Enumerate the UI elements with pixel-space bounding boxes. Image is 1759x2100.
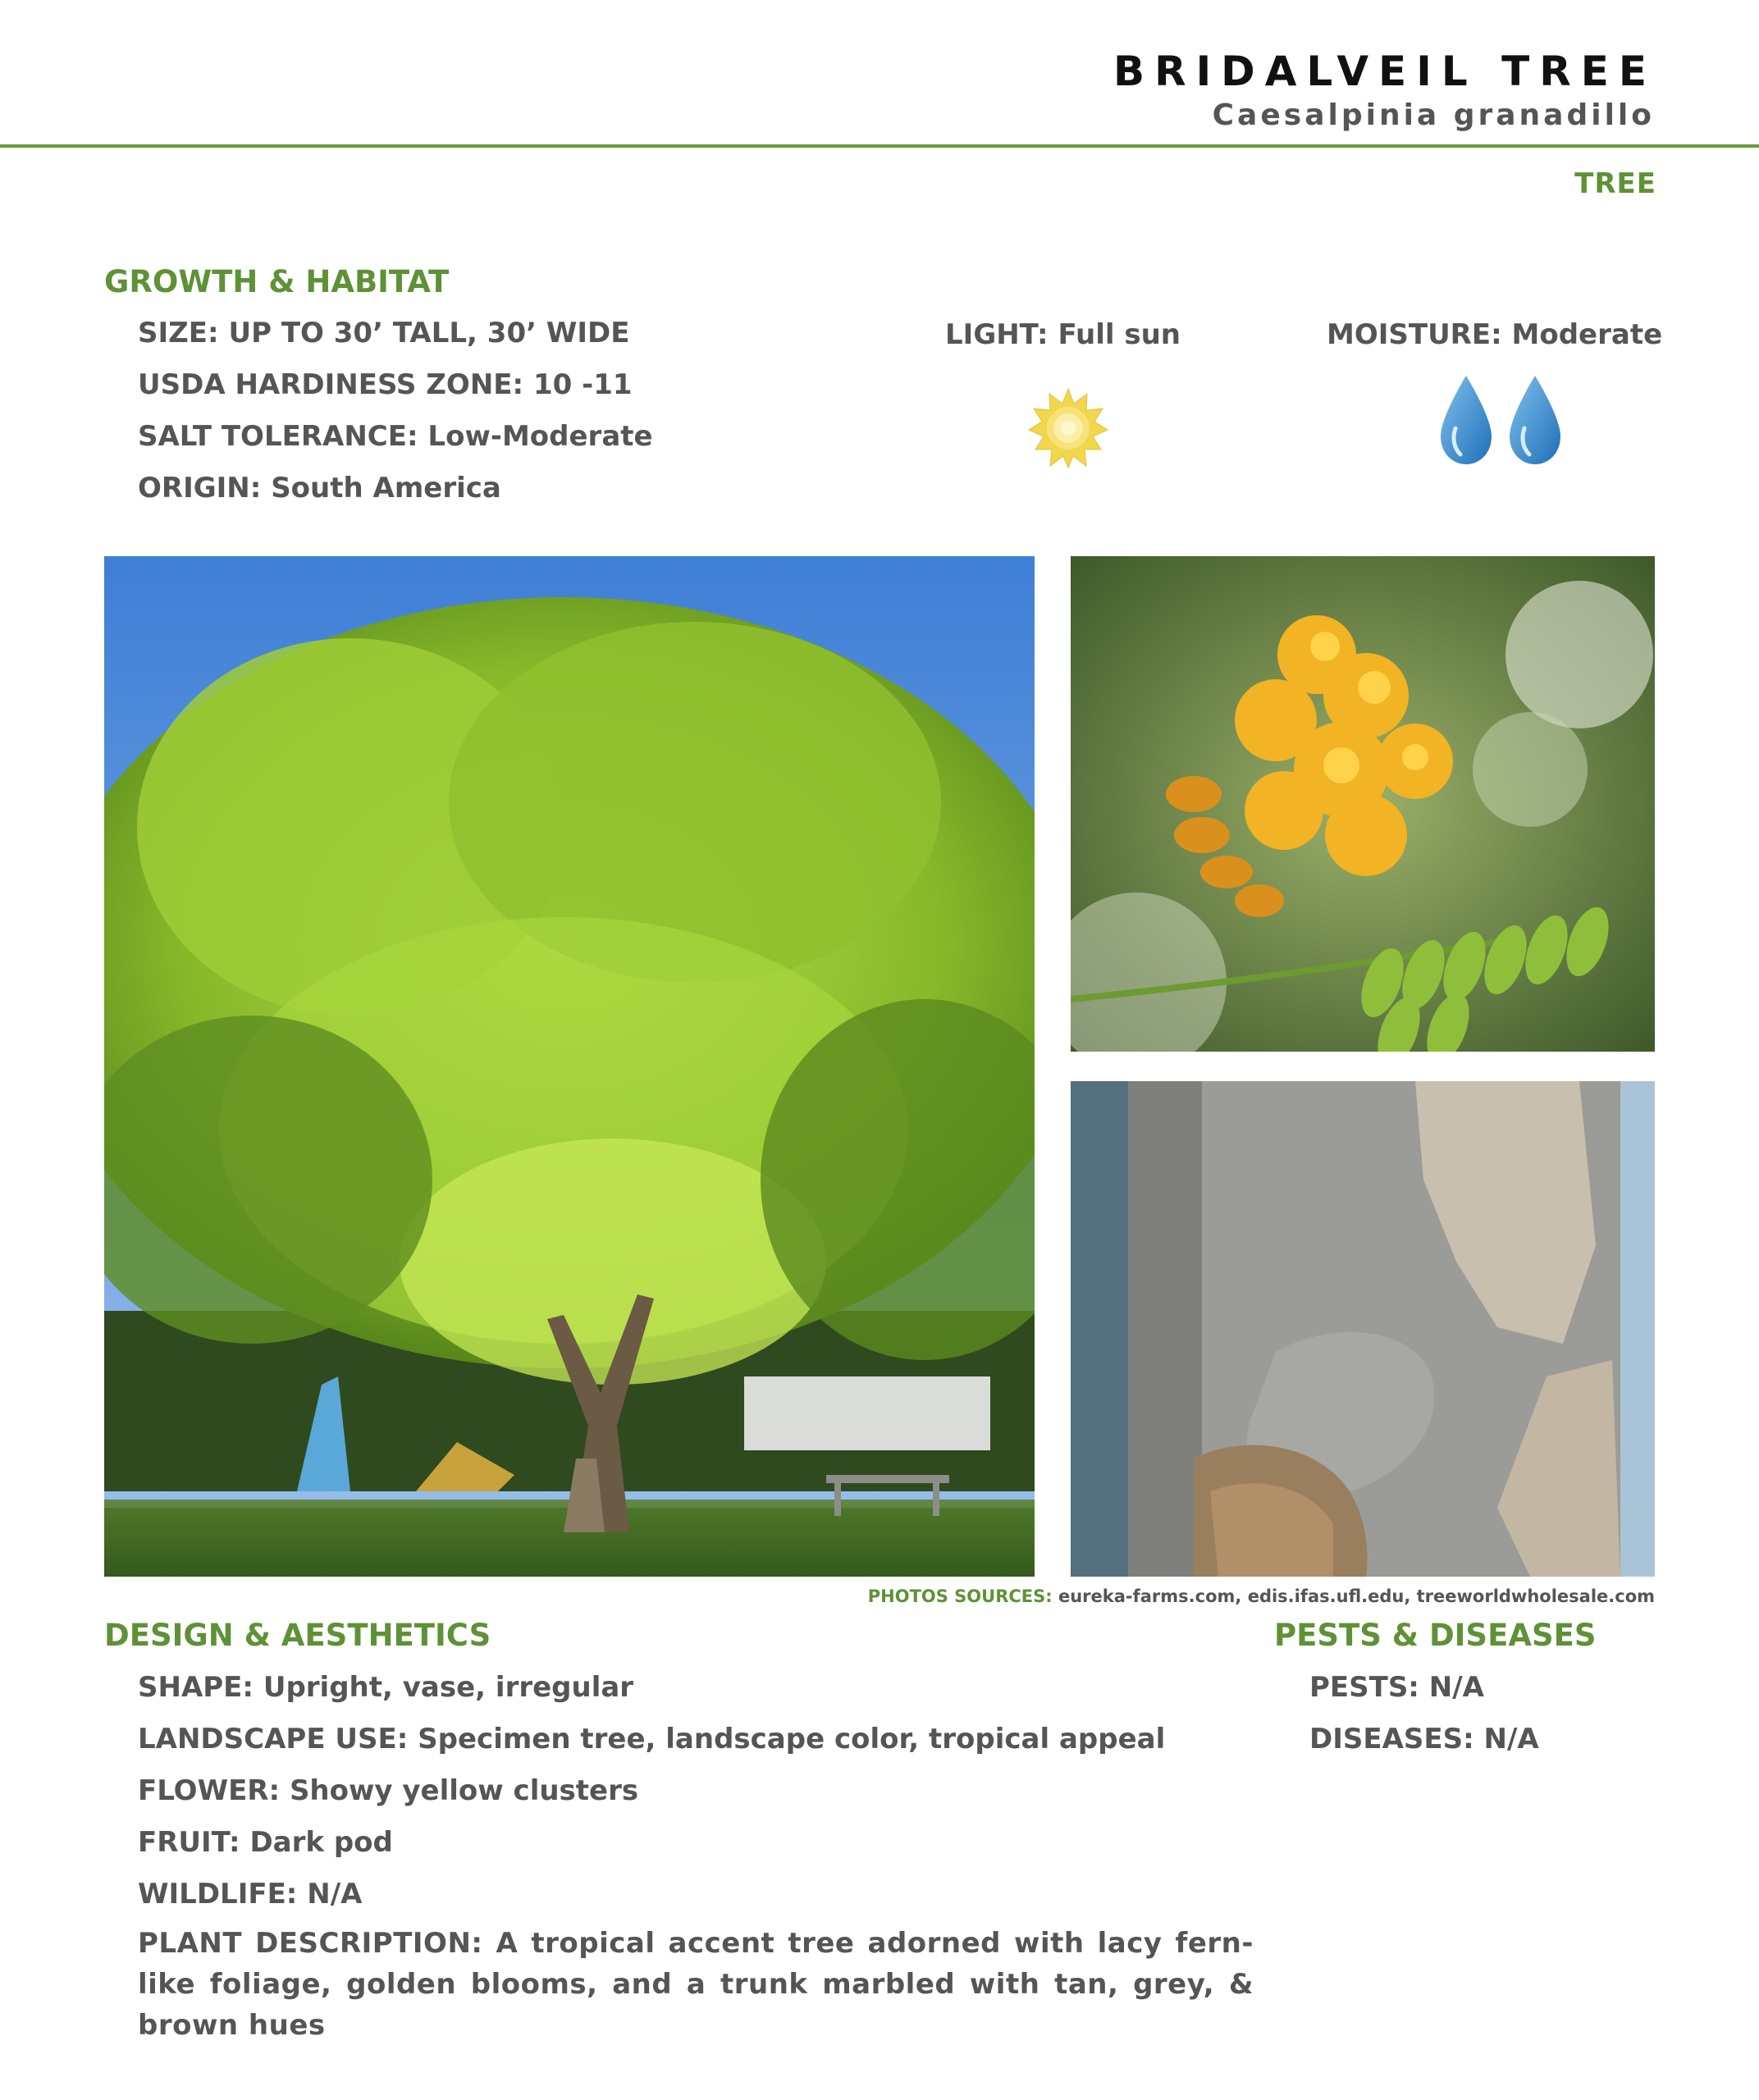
salt-tolerance-value: Low-Moderate: [427, 420, 653, 453]
shape-value: Upright, vase, irregular: [263, 1671, 634, 1704]
photo-credits-value: eureka-farms.com, edis.ifas.ufl.edu, treeworldwholesale.com: [1058, 1586, 1655, 1606]
size-value: UP TO 30’ TALL, 30’ WIDE: [228, 317, 630, 349]
landscape-use-line: [138, 1723, 1165, 1755]
shape-line: [138, 1671, 633, 1704]
tree-photo: [104, 556, 1035, 1577]
pests-diseases-heading: PESTS & DISEASES: [1274, 1618, 1597, 1653]
fruit-line: [138, 1826, 393, 1859]
flower-label: FLOWER:: [138, 1774, 281, 1807]
pests-label: PESTS:: [1309, 1671, 1419, 1704]
salt-tolerance-line: [138, 420, 653, 453]
hardiness-zone-line: [138, 368, 633, 401]
water-drop-icon: [1437, 374, 1495, 466]
common-name-title: BRIDALVEIL TREE: [1113, 48, 1656, 95]
flower-photo: [1071, 556, 1655, 1052]
moisture-value: Moderate: [1511, 318, 1663, 351]
moisture-line: [1327, 318, 1662, 351]
category-label: TREE: [1574, 167, 1656, 200]
shape-label: SHAPE:: [138, 1671, 254, 1704]
origin-label: ORIGIN:: [138, 472, 262, 504]
photo-credits: [868, 1586, 1655, 1606]
pests-value: N/A: [1428, 1671, 1484, 1704]
diseases-line: [1309, 1723, 1539, 1755]
light-line: [945, 318, 1181, 351]
sun-icon: [1027, 387, 1109, 469]
origin-line: [138, 472, 501, 504]
size-line: [138, 317, 629, 349]
fruit-label: FRUIT:: [138, 1826, 240, 1859]
flower-line: [138, 1774, 638, 1807]
header-divider: [0, 144, 1759, 148]
plant-description: [138, 1923, 1254, 2046]
light-value: Full sun: [1058, 318, 1181, 351]
diseases-value: N/A: [1483, 1723, 1539, 1755]
origin-value: South America: [271, 472, 501, 504]
fruit-value: Dark pod: [249, 1826, 393, 1859]
hardiness-zone-value: 10 -11: [532, 368, 633, 401]
landscape-use-label: LANDSCAPE USE:: [138, 1723, 409, 1755]
diseases-label: DISEASES:: [1309, 1723, 1474, 1755]
wildlife-value: N/A: [307, 1878, 363, 1911]
size-label: SIZE:: [138, 317, 219, 349]
landscape-use-value: Specimen tree, landscape color, tropical appeal: [418, 1723, 1166, 1755]
light-label: LIGHT:: [945, 318, 1049, 351]
bark-photo: [1071, 1081, 1655, 1577]
design-aesthetics-heading: DESIGN & AESTHETICS: [104, 1618, 491, 1653]
wildlife-line: [138, 1878, 362, 1911]
pests-line: [1309, 1671, 1484, 1704]
salt-tolerance-label: SALT TOLERANCE:: [138, 420, 418, 453]
growth-habitat-heading: GROWTH & HABITAT: [104, 264, 450, 299]
plant-description-value: A tropical accent tree adorned with lacy fern-like foliage, golden blooms, and a trunk marbled with tan, grey, & brown hues: [138, 1927, 1254, 2042]
flower-value: Showy yellow clusters: [289, 1774, 639, 1807]
wildlife-label: WILDLIFE:: [138, 1878, 298, 1911]
plant-description-label: PLANT DESCRIPTION:: [138, 1927, 483, 1960]
water-drop-icon: [1506, 374, 1564, 466]
scientific-name: Caesalpinia granadillo: [1212, 98, 1655, 132]
moisture-label: MOISTURE:: [1327, 318, 1502, 351]
hardiness-zone-label: USDA HARDINESS ZONE:: [138, 368, 524, 401]
photo-credits-label: PHOTOS SOURCES:: [867, 1586, 1053, 1606]
